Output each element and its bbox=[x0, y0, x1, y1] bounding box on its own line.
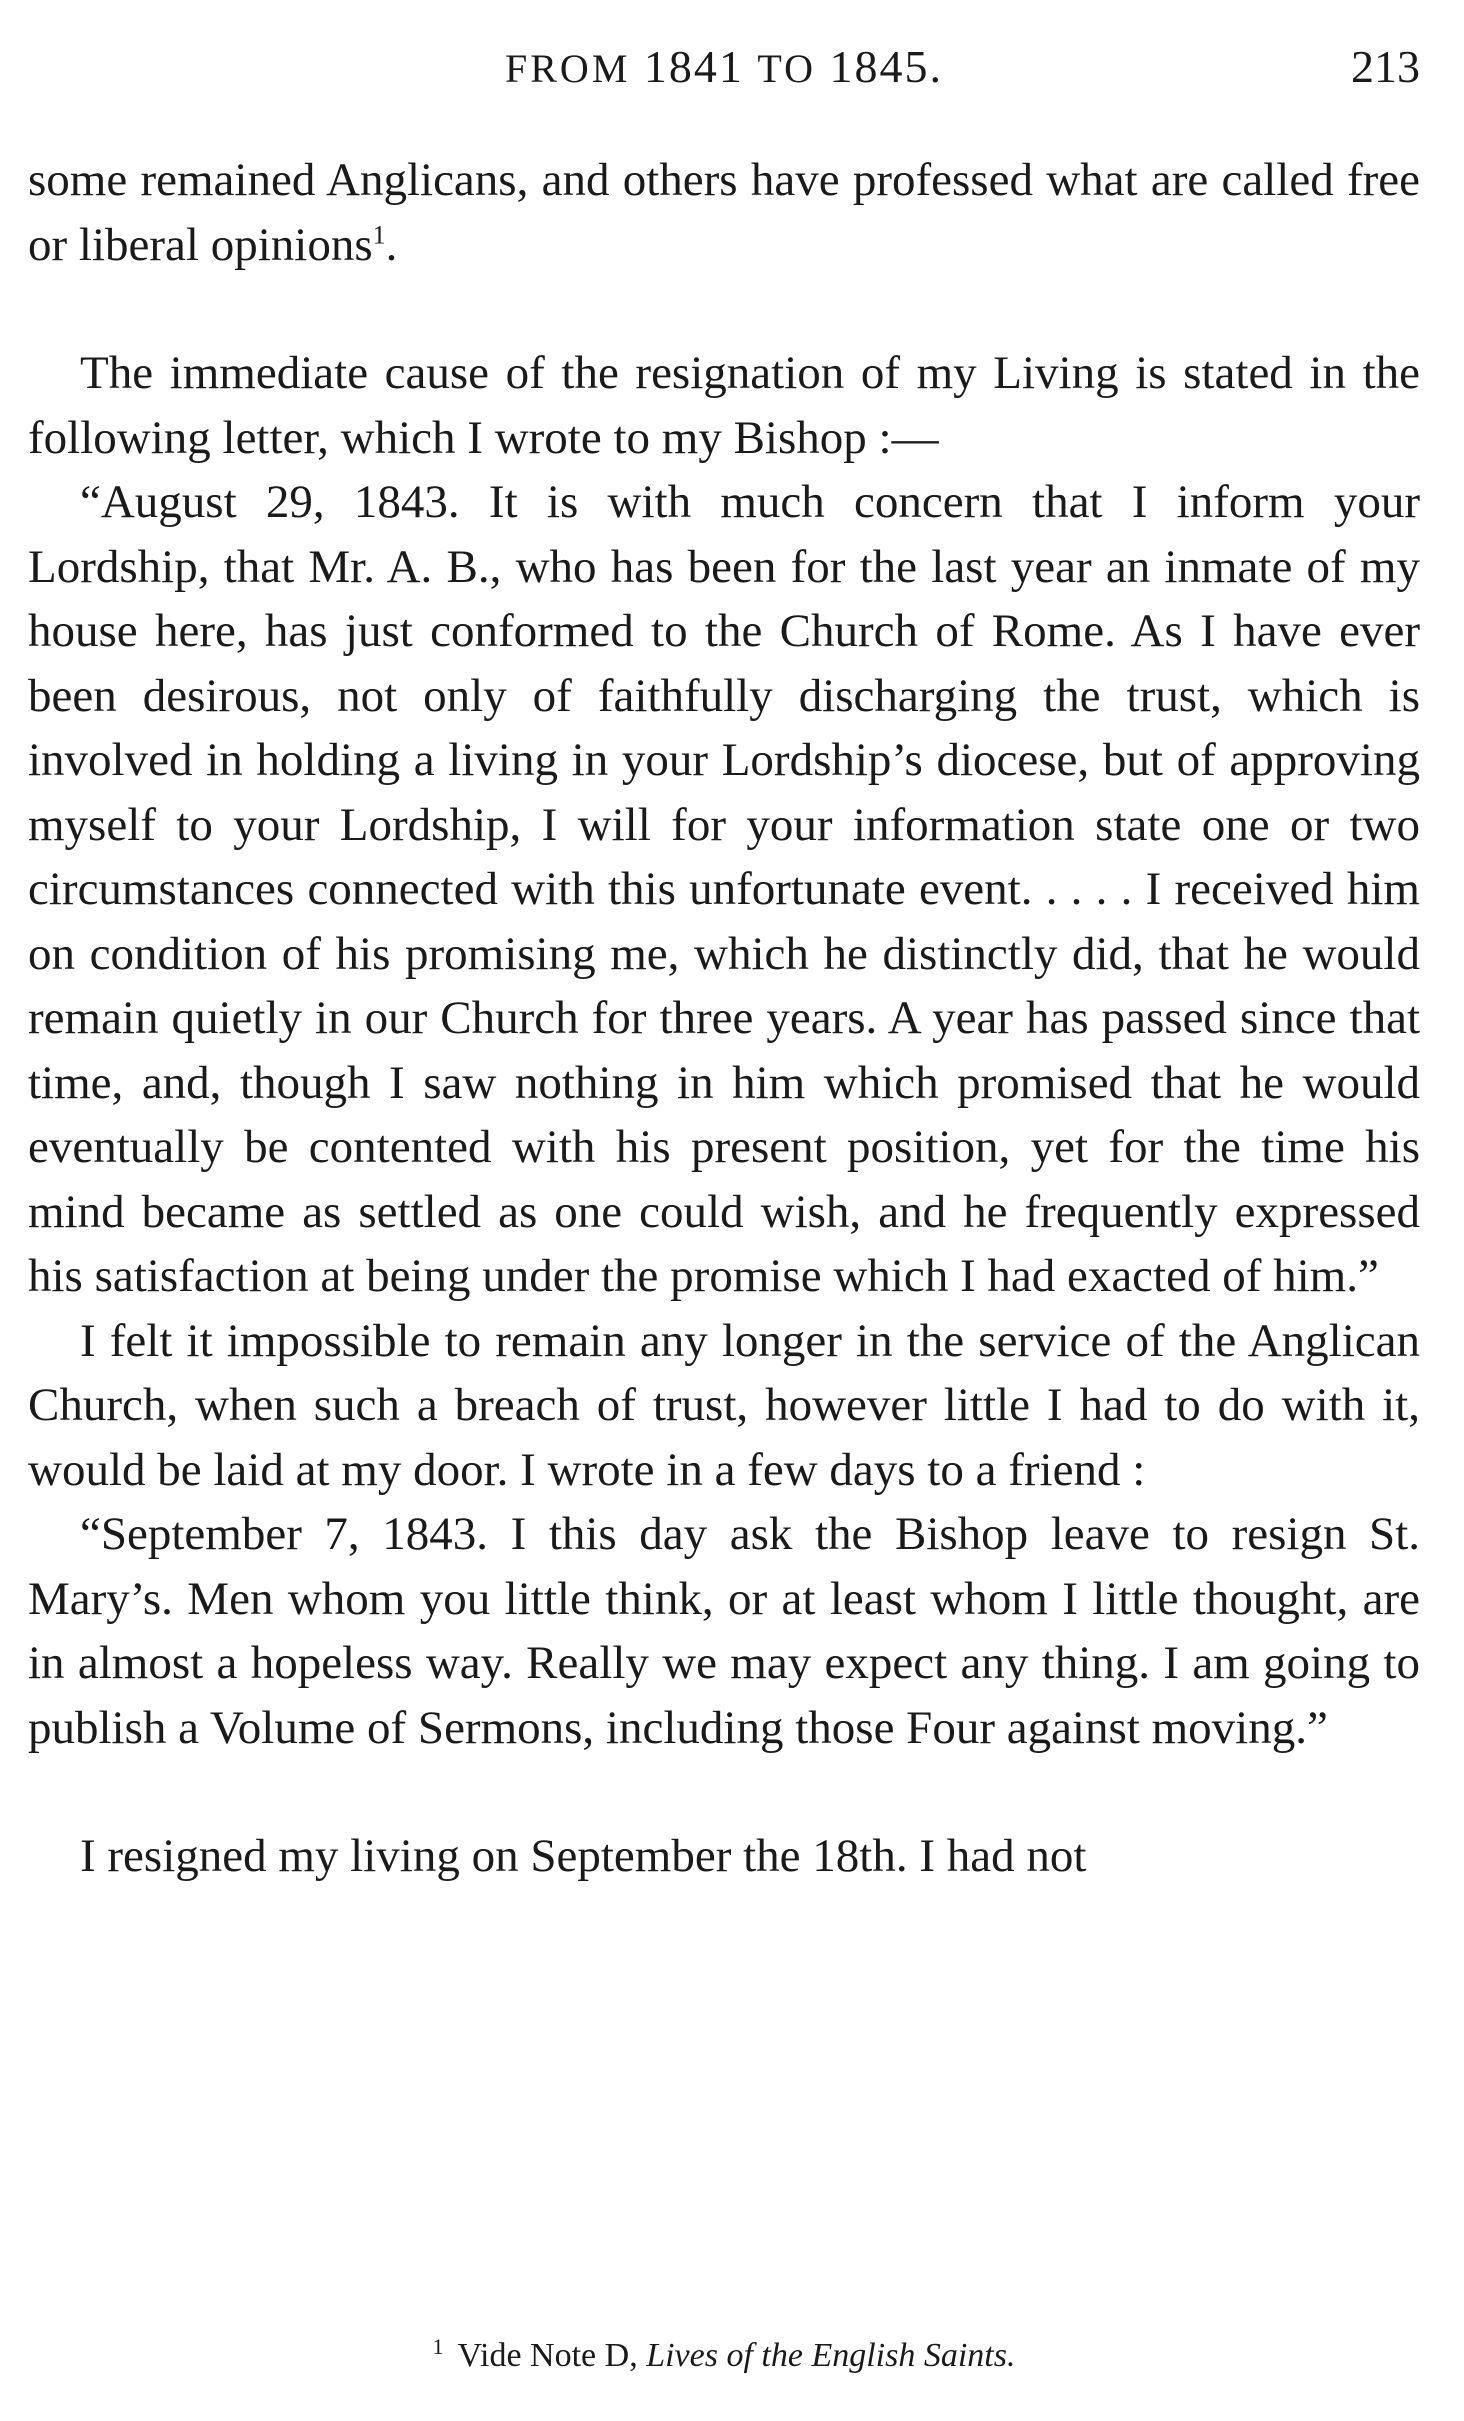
page-number: 213 bbox=[1351, 41, 1420, 92]
paragraph-2: The immediate cause of the resignation of my Living is stated in the following letter, which I wrote to my Bishop :— bbox=[28, 347, 1420, 464]
paragraph-1-text: some remained Anglicans, and others have professed what are called free or liberal opinions bbox=[28, 154, 1420, 271]
paragraph-continuation bbox=[28, 148, 1420, 277]
head-year-start: 1841 bbox=[643, 41, 744, 92]
paragraph-6: I resigned my living on September the 18th. I had not bbox=[80, 1830, 1087, 1882]
head-year-end: 1845. bbox=[829, 41, 943, 92]
letter-quote-1: “August 29, 1843. It is with much concern that I inform your Lordship, that Mr. A. B., who has been for the last year an inmate of my house here, has just conformed to the Church of Rome. As I have ever been desirous, not only of faithfully discharging the trust, which is involved in holding a living in your Lordship’s diocese, but of approving myself to your Lordship, I will for your information state one or two circumstances connected with this unfortunate event. . . . . I received him on condition of his promising me, which he distinctly did, that he would remain quietly in our Church for three years. A year has passed since that time, and, though I saw nothing in him which promised that he would eventually be contented with his present position, yet for the time his mind became as settled as one could wish, and he frequently expressed his satisfaction at being under the promise which I had exacted of him.” bbox=[28, 476, 1420, 1302]
head-from: FROM bbox=[505, 46, 631, 91]
body-text bbox=[28, 148, 1420, 1889]
running-head-title bbox=[28, 40, 1420, 93]
footnote-mark: 1 bbox=[432, 2333, 444, 2359]
running-head bbox=[28, 40, 1420, 110]
paragraph-4: I felt it impossible to remain any longer in the service of the Anglican Church, when such a breach of trust, however little I had to do with it, would be laid at my door. I wrote in a few days to a friend : bbox=[28, 1314, 1420, 1496]
footnote-book-title: Lives of the English Saints. bbox=[646, 2337, 1016, 2374]
head-to: TO bbox=[757, 46, 816, 91]
footnote-reference: 1 bbox=[372, 219, 386, 249]
paragraph-1-end: . bbox=[385, 218, 398, 271]
footnote bbox=[28, 2334, 1420, 2378]
footnote-text: Vide Note D, bbox=[457, 2337, 638, 2374]
letter-quote-2: “September 7, 1843. I this day ask the Bishop leave to resign St. Mary’s. Men whom you little think, or at least whom I little thought, are in almost a hopeless way. Really we may expect any thing. I am going to publish a Volume of Sermons, including those Four against moving.” bbox=[28, 1508, 1420, 1754]
